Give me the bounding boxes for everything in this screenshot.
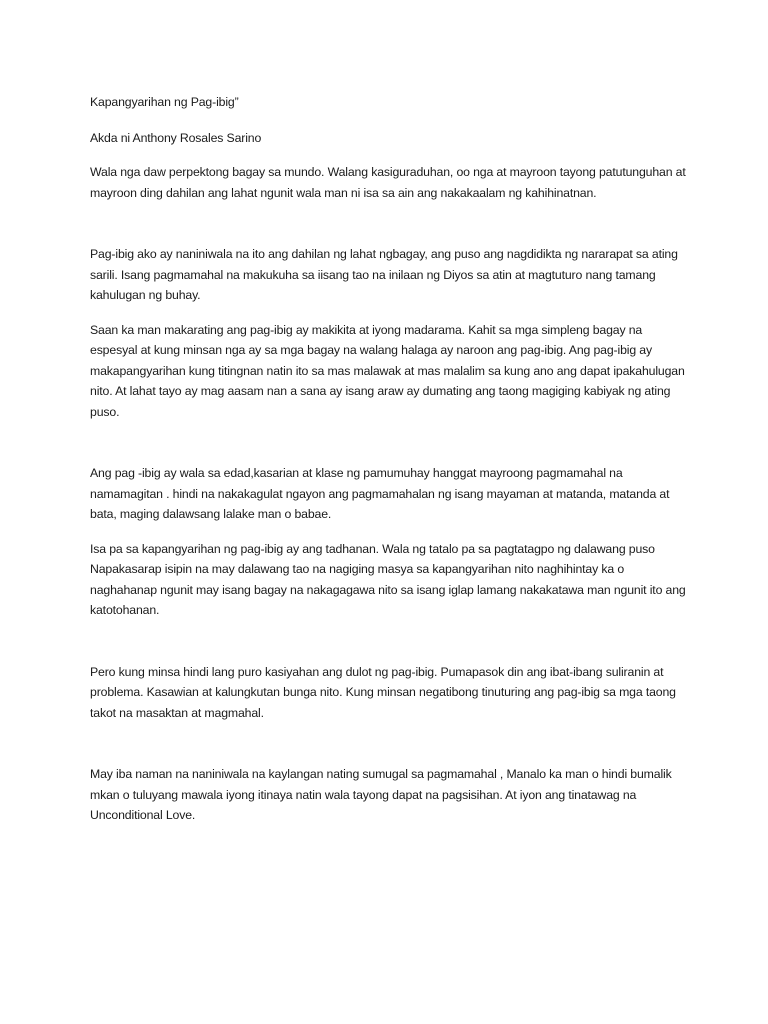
document-title: Kapangyarihan ng Pag-ibig” — [90, 95, 239, 109]
paragraph-6: Pero kung minsa hindi lang puro kasiyahan ang dulot ng pag-ibig. Pumapasok din ang ibat-ibang suliranin at problema. Kasawian at kalungkutan bunga nito. Kung minsan negatibong tinuturing ang pag-ibig sa mga taong takot na masaktan at magmahal. — [90, 664, 676, 720]
paragraph-4: Ang pag -ibig ay wala sa edad,kasarian at klase ng pamumuhay hanggat mayroong pagmamahal na namamagitan . hindi na nakakagulat ngayon ang pagmamahalan ng isang mayaman at matanda, matanda at bata, maging dalawsang lalake man o babae. — [90, 466, 670, 521]
paragraph-1: Wala nga daw perpektong bagay sa mundo. Walang kasiguraduhan, oo nga at mayroon tayong patutunguhan at mayroon ding dahilan ang lahat ngunit wala man ni isa sa ain ang nakakaalam ng kahihinatnan. — [90, 165, 686, 200]
paragraph-2: Pag-ibig ako ay naniniwala na ito ang dahilan ng lahat ngbagay, ang puso ang nagdidikta ng nararapat sa ating sarili. Isang pagmamahal na makukuha sa iisang tao na inilaan ng Diyos sa atin at magtuturo nang tamang kahulugan ng buhay. — [90, 247, 678, 302]
document-body — [90, 92, 690, 826]
paragraph-5: Isa pa sa kapangyarihan ng pag-ibig ay ang tadhanan. Wala ng tatalo pa sa pagtatagpo ng dalawang puso Napakasarap isipin na may dalawang tao na nagiging masya sa kapangyarihan nito naghihintay ka o naghahanap ngunit may isang bagay na nakagagawa nito sa isang iglap lamang nakakatawa man ngunit ito ang katotohanan. — [90, 541, 686, 617]
paragraph-3: Saan ka man makarating ang pag-ibig ay makikita at iyong madarama. Kahit sa mga simpleng bagay na espesyal at kung minsan nga ay sa mga bagay na walang halaga ay naroon ang pag-ibig. Ang pag-ibig ay makapangyarihan kung titingnan natin ito sa mas malawak at mas malalim sa kung ano ang dapat ipakahulugan nito. At lahat tayo ay mag aasam nan a sana ay isang araw ay dumating ang taong magiging kabiyak ng ating puso. — [90, 322, 685, 419]
document-author: Akda ni Anthony Rosales Sarino — [90, 130, 262, 145]
paragraph-7: May iba naman na naniniwala na kaylangan nating sumugal sa pagmamahal , Manalo ka man o hindi bumalik mkan o tuluyang mawala iyong itinaya natin wala tayong dapat na pagsisihan. At iyon ang tinatawag na Unconditional Love. — [90, 767, 672, 822]
